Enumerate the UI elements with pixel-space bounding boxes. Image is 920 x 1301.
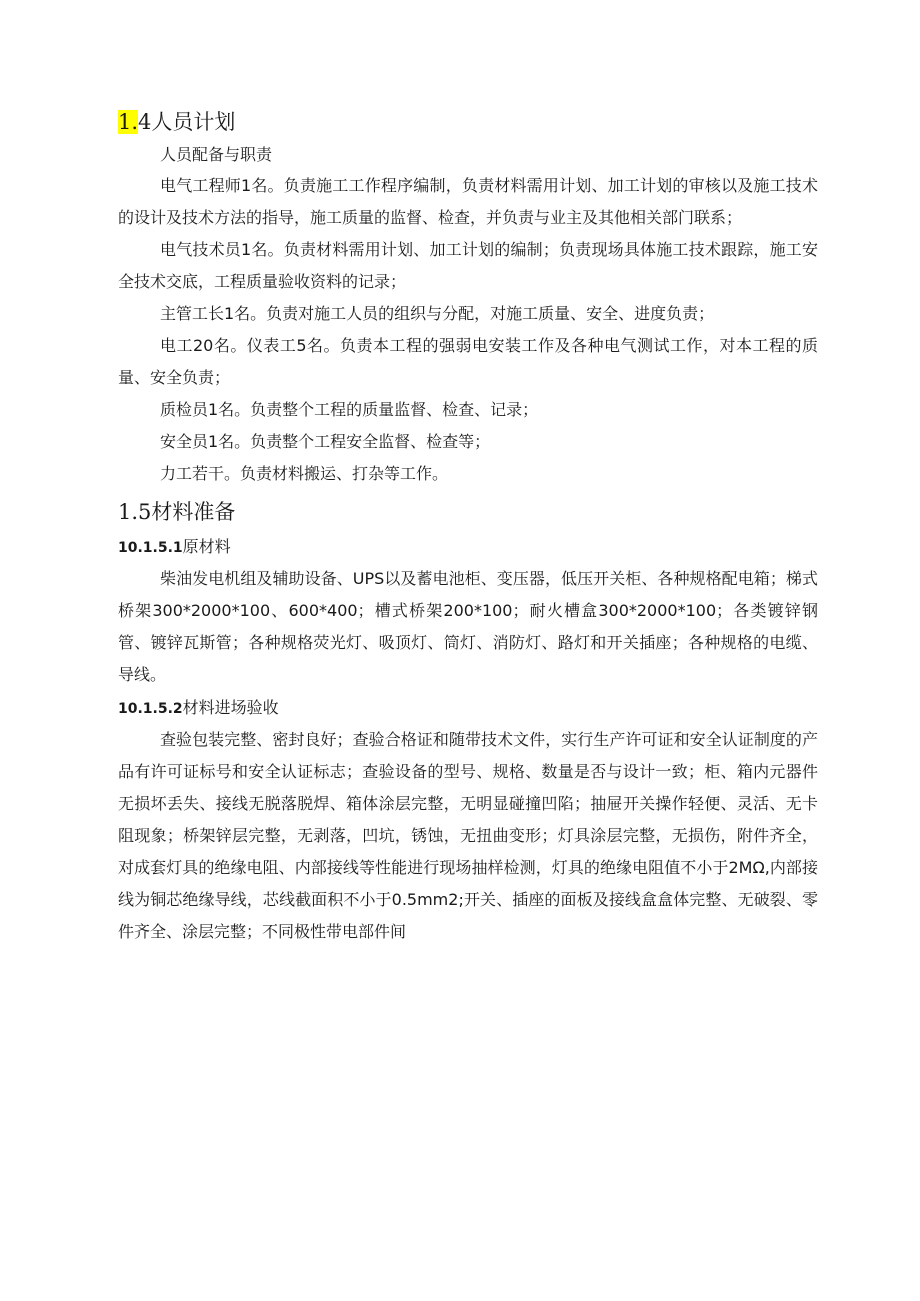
document-content bbox=[118, 104, 818, 948]
section-heading-personnel-plan bbox=[118, 104, 818, 140]
subheading-number: 10.1.5.2 bbox=[118, 701, 183, 717]
section-number-rest: 4 bbox=[138, 110, 152, 134]
subheading-material-acceptance bbox=[118, 693, 818, 724]
section-title: 人员计划 bbox=[151, 110, 236, 134]
subheading-title: 材料进场验收 bbox=[182, 698, 279, 717]
highlighted-section-number: 1. bbox=[118, 110, 139, 134]
paragraph-electrical-engineer: 电气工程师1名。负责施工工作程序编制，负责材料需用计划、加工计划的审核以及施工技术的设计及技术方法的指导，施工质量的监督、检查，并负责与业主及其他相关部门联系； bbox=[118, 176, 818, 227]
paragraph-material-acceptance: 查验包装完整、密封良好；查验合格证和随带技术文件，实行生产许可证和安全认证制度的产品有许可证标号和安全认证标志；查验设备的型号、规格、数量是否与设计一致；柜、箱内元器件无损坏丢失、接线无脱落脱焊、箱体涂层完整，无明显碰撞凹陷；抽屉开关操作轻便、灵活、无卡阻现象；桥架锌层完整，无剥落，凹坑，锈蚀，无扭曲变形；灯具涂层完整，无损伤，附件齐全，对成套灯具的绝缘电阻、内部接线等性能进行现场抽样检测，灯具的绝缘电阻值不小于2MΩ,内部接线为铜芯绝缘导线，芯线截面积不小于0.5mm2;开关、插座的面板及接线盒盒体完整、无破裂、零件齐全、涂层完整；不同极性带电部件间 bbox=[118, 730, 818, 941]
staffing-subtitle: 人员配备与职责 bbox=[160, 145, 273, 164]
subheading-raw-materials bbox=[118, 532, 818, 563]
subheading-title: 原材料 bbox=[182, 537, 231, 556]
paragraph-electrical-technician: 电气技术员1名。负责材料需用计划、加工计划的编制；负责现场具体施工技术跟踪，施工安全技术交底，工程质量验收资料的记录； bbox=[118, 240, 818, 291]
paragraph-safety-officer: 安全员1名。负责整个工程安全监督、检查等； bbox=[160, 432, 491, 451]
paragraph-raw-materials: 柴油发电机组及辅助设备、UPS以及蓄电池柜、变压器，低压开关柜、各种规格配电箱；梯式桥架300*2000*100、600*400；槽式桥架200*100；耐火槽盒300*2000*100；各类镀锌钢管、镀锌瓦斯管；各种规格荧光灯、吸顶灯、筒灯、消防灯、路灯和开关插座；各种规格的电缆、导线。 bbox=[118, 569, 818, 684]
subheading-number: 10.1.5.1 bbox=[118, 540, 183, 556]
paragraph-electricians: 电工20名。仪表工5名。负责本工程的强弱电安装工作及各种电气测试工作，对本工程的质量、安全负责； bbox=[118, 336, 818, 387]
section-heading-material-preparation: 1.5材料准备 bbox=[118, 500, 236, 524]
paragraph-laborers: 力工若干。负责材料搬运、打杂等工作。 bbox=[160, 464, 449, 483]
paragraph-foreman: 主管工长1名。负责对施工人员的组织与分配，对施工质量、安全、进度负责； bbox=[160, 304, 715, 323]
paragraph-quality-inspector: 质检员1名。负责整个工程的质量监督、检查、记录； bbox=[160, 400, 539, 419]
